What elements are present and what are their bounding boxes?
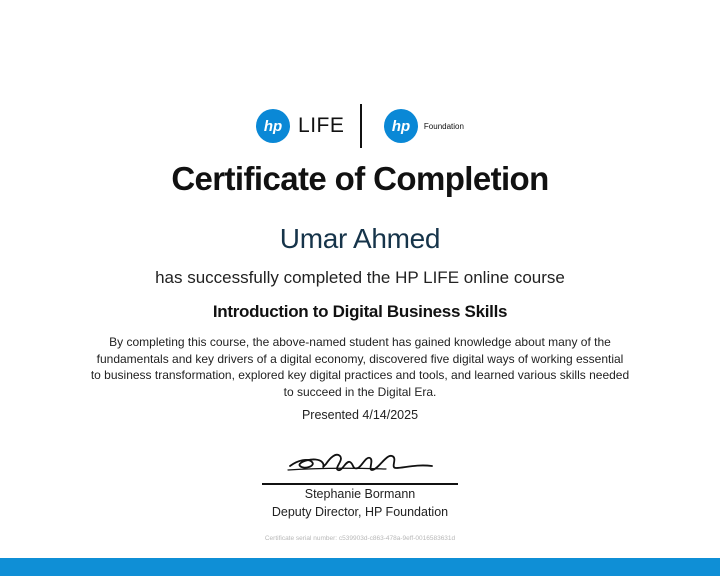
- course-name: Introduction to Digital Business Skills: [212, 302, 508, 321]
- presented-date: Presented 4/14/2025: [301, 408, 419, 422]
- hp-logo-icon: [256, 109, 290, 143]
- hp-mark-text: hp: [391, 118, 411, 135]
- hp-life-logo: [256, 109, 344, 143]
- serial-number: Certificate serial number: c539903d-c863-478a-9eff-0016583631d: [264, 535, 456, 542]
- foundation-label: Foundation: [423, 121, 464, 131]
- signature-line: [262, 483, 458, 485]
- signer-title: Deputy Director, HP Foundation: [271, 505, 449, 519]
- course-description: By completing this course, the above-named student has gained knowledge about many of the fundamentals and key drivers of a digital economy, discovered five digital ways of working essential to business transformation, explored key digital practices and tools, and learned various skills needed to succeed in the Digital Era.: [90, 335, 630, 399]
- hp-mark-text: hp: [263, 118, 283, 135]
- certificate-title: Certificate of Completion: [171, 160, 549, 197]
- hp-foundation-logo: [384, 109, 464, 143]
- logo-divider: [360, 104, 362, 148]
- recipient-name: Umar Ahmed: [279, 223, 441, 254]
- completion-statement: has successfully completed the HP LIFE online course: [155, 268, 565, 287]
- bottom-accent-bar: [0, 558, 720, 576]
- signature-image: [286, 446, 436, 476]
- life-label: LIFE: [298, 114, 345, 137]
- signer-name: Stephanie Bormann: [304, 487, 416, 501]
- hp-logo-icon: [384, 109, 418, 143]
- logo-row: [0, 103, 720, 149]
